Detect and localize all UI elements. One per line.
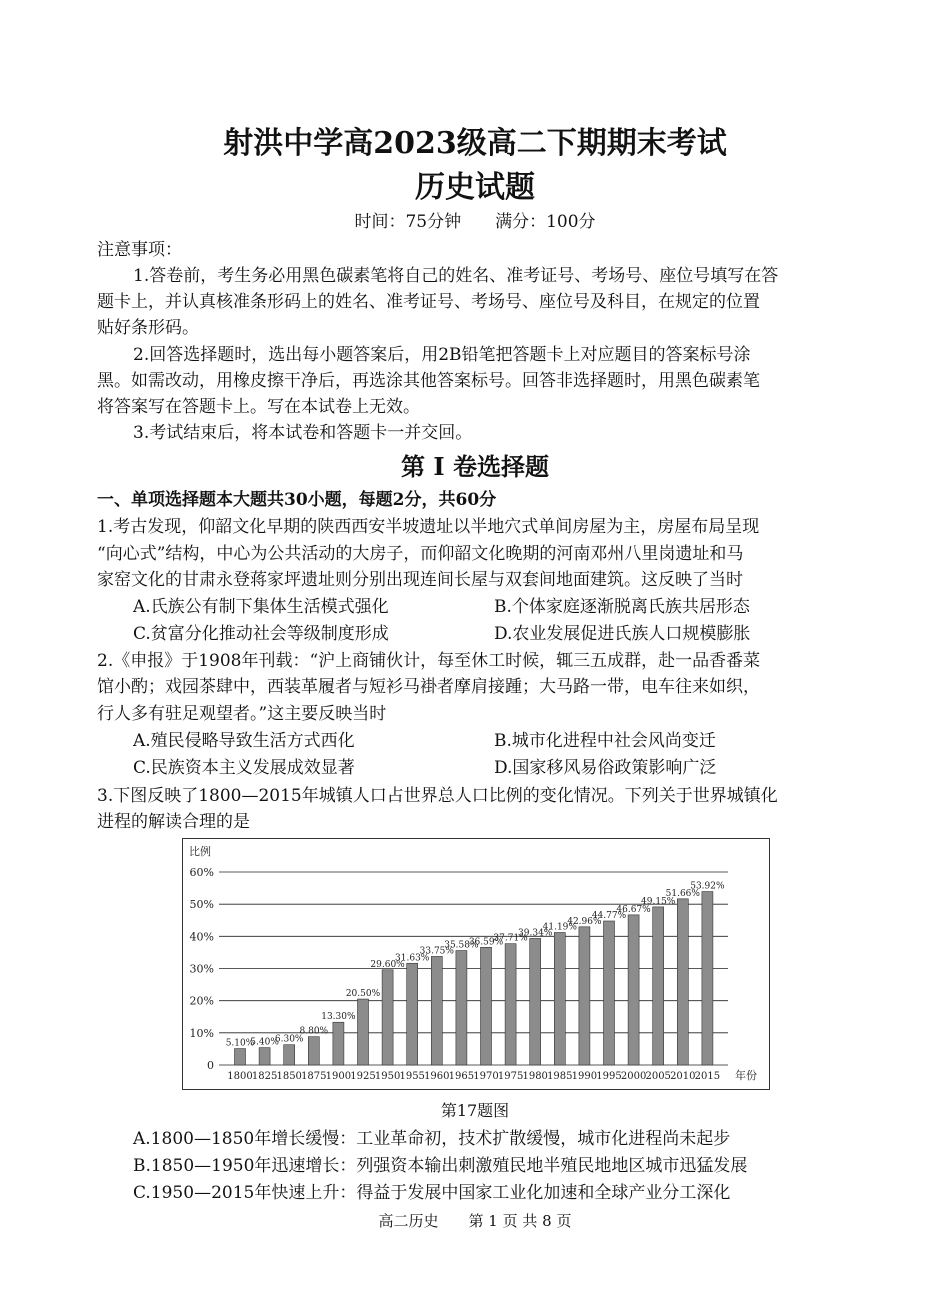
x-tick-label: 1995 (596, 1071, 622, 1082)
data-label: 37.71% (493, 933, 528, 944)
data-label: 35.58% (444, 940, 479, 951)
bar (333, 1022, 344, 1065)
bar (407, 963, 418, 1065)
notice-line: 贴好条形码。 (97, 318, 199, 338)
bar (505, 944, 516, 1065)
bar (235, 1049, 246, 1065)
q2-option-a: A.殖民侵略导致生活方式西化 (133, 731, 355, 751)
subject-title: 历史试题 (415, 170, 535, 205)
y-tick-label: 20% (189, 994, 214, 1008)
q3-option-c: C.1950—2015年快速上升：得益于发展中国家工业化加速和全球产业分工深化 (133, 1183, 731, 1203)
data-label: 8.80% (299, 1026, 329, 1037)
x-tick-label: 1900 (325, 1071, 352, 1082)
urbanization-chart (182, 838, 770, 1090)
x-tick-label: 1975 (497, 1071, 524, 1082)
q1-stem-line: “向心式”结构，中心为公共活动的大房子，而仰韶文化晚期的河南邓州八里岗遗址和马 (97, 544, 744, 564)
section-subtitle: 一、单项选择题本大题共30小题，每题2分，共60分 (97, 490, 497, 510)
notice-line: 3.考试结束后，将本试卷和答题卡一并交回。 (133, 423, 473, 443)
q1-option-c: C.贫富分化推动社会等级制度形成 (133, 624, 389, 644)
q1-option-b: B.个体家庭逐渐脱离氏族共居形态 (494, 597, 750, 617)
x-tick-label: 1970 (473, 1071, 499, 1082)
data-label: 44.77% (591, 910, 627, 921)
q1-option-a: A.氏族公有制下集体生活模式强化 (133, 597, 389, 617)
q1-stem-line: 1.考古发现，仰韶文化早期的陕西西安半坡遗址以半地穴式单间房屋为主，房屋布局呈现 (97, 517, 760, 537)
data-label: 13.30% (321, 1012, 356, 1023)
y-tick-label: 40% (189, 930, 214, 944)
x-tick-label: 1965 (448, 1071, 475, 1082)
x-tick-label: 2015 (694, 1071, 721, 1082)
data-label: 49.15% (641, 896, 676, 907)
notice-line: 2.回答选择题时，选出每小题答案后，用2B铅笔把答题卡上对应题目的答案标号涂 (133, 345, 751, 365)
data-label: 5.40% (250, 1037, 279, 1048)
x-tick-label: 2005 (645, 1071, 671, 1082)
bar (579, 927, 590, 1065)
x-tick-label: 1875 (301, 1071, 327, 1082)
bar (382, 970, 393, 1065)
exam-title: 射洪中学高2023级高二下期期末考试 (223, 126, 727, 161)
x-tick-label: 1960 (424, 1071, 450, 1082)
q2-stem-line: 行人多有驻足观望者。”这主要反映当时 (97, 704, 387, 724)
bar (259, 1048, 270, 1065)
bar (431, 956, 442, 1065)
bar (653, 907, 664, 1065)
q3-stem-line: 进程的解读合理的是 (97, 812, 250, 832)
data-label: 5.10% (225, 1038, 255, 1049)
q2-stem-line: 馆小酌；戏园茶肆中，西装革履者与短衫马褂者摩肩接踵；大马路一带，电车往来如织， (97, 677, 760, 697)
data-label: 29.60% (370, 959, 405, 970)
data-label: 53.92% (690, 881, 725, 892)
bar (284, 1045, 295, 1065)
chart-caption: 第17题图 (440, 1101, 510, 1120)
bar (481, 947, 492, 1065)
x-tick-label: 1800 (227, 1071, 253, 1082)
bar (677, 899, 688, 1065)
data-label: 20.50% (345, 989, 381, 1000)
q1-stem-line: 家窑文化的甘肃永登蒋家坪遗址则分别出现连间长屋与双套间地面建筑。这反映了当时 (97, 570, 743, 590)
section-title: 第 I 卷选择题 (401, 452, 549, 481)
chart-svg (183, 839, 769, 1089)
data-label: 31.63% (395, 953, 430, 964)
x-tick-label: 1950 (374, 1071, 401, 1082)
notice-line: 题卡上，并认真核准条形码上的姓名、准考证号、考场号、座位号及科目，在规定的位置 (97, 292, 760, 312)
time-info: 时间：75分钟 满分：100分 (354, 212, 596, 232)
data-label: 39.34% (518, 928, 553, 939)
x-axis-label: 年份 (735, 1069, 757, 1082)
y-axis-label: 比例 (189, 845, 211, 858)
notice-line: 1.答卷前，考生务必用黑色碳素笔将自己的姓名、准考证号、考场号、座位号填写在答 (133, 266, 779, 286)
notice-heading: 注意事项： (97, 240, 182, 260)
y-tick-label: 50% (189, 898, 214, 912)
q2-option-b: B.城市化进程中社会风尚变迁 (494, 731, 716, 751)
q3-option-b: B.1850—1950年迅速增长：列强资本输出刺激殖民地半殖民地地区城市迅猛发展 (133, 1156, 748, 1176)
notice-line: 将答案写在答题卡上。写在本试卷上无效。 (97, 397, 420, 417)
bar (628, 915, 639, 1065)
q2-stem-line: 2.《申报》于1908年刊载：“沪上商铺伙计，每至休工时候，辄三五成群，赴一品香番菜 (97, 651, 761, 671)
page-footer: 高二历史 第 1 页 共 8 页 (378, 1212, 572, 1230)
bar (530, 938, 541, 1065)
y-tick-label: 30% (189, 962, 214, 976)
data-label: 36.59% (468, 937, 504, 948)
data-label: 33.75% (419, 946, 454, 957)
q3-option-a: A.1800—1850年增长缓慢：工业革命初，技术扩散缓慢，城市化进程尚未起步 (133, 1129, 731, 1149)
x-tick-label: 1955 (399, 1071, 425, 1082)
data-label: 41.19% (542, 922, 577, 933)
q1-option-d: D.农业发展促进氏族人口规模膨胀 (494, 624, 751, 644)
x-tick-label: 1980 (522, 1071, 548, 1082)
bar (554, 933, 565, 1065)
data-label: 42.96% (567, 916, 602, 927)
data-label: 6.30% (274, 1034, 304, 1045)
y-tick-label: 60% (189, 866, 214, 879)
x-tick-label: 2010 (670, 1071, 696, 1082)
x-tick-label: 1850 (276, 1071, 302, 1082)
q2-option-d: D.国家移风易俗政策影响广泛 (494, 758, 717, 778)
q2-option-c: C.民族资本主义发展成效显著 (133, 758, 355, 778)
y-tick-label: 10% (189, 1026, 214, 1040)
bar (358, 999, 369, 1065)
x-tick-label: 1990 (571, 1071, 598, 1082)
data-label: 46.67% (616, 904, 651, 915)
y-tick-label: 0 (207, 1059, 214, 1072)
bar (308, 1037, 319, 1065)
data-label: 51.66% (665, 888, 700, 899)
bar (702, 892, 713, 1065)
x-tick-label: 1825 (251, 1071, 278, 1082)
bar (604, 921, 615, 1065)
notice-line: 黑。如需改动，用橡皮擦干净后，再选涂其他答案标号。回答非选择题时，用黑色碳素笔 (97, 371, 760, 391)
bar (456, 951, 467, 1065)
q3-stem-line: 3.下图反映了1800—2015年城镇人口占世界总人口比例的变化情况。下列关于世界城镇化 (97, 786, 778, 806)
x-tick-label: 1985 (547, 1071, 573, 1082)
x-tick-label: 2000 (620, 1071, 647, 1082)
x-tick-label: 1925 (350, 1071, 376, 1082)
